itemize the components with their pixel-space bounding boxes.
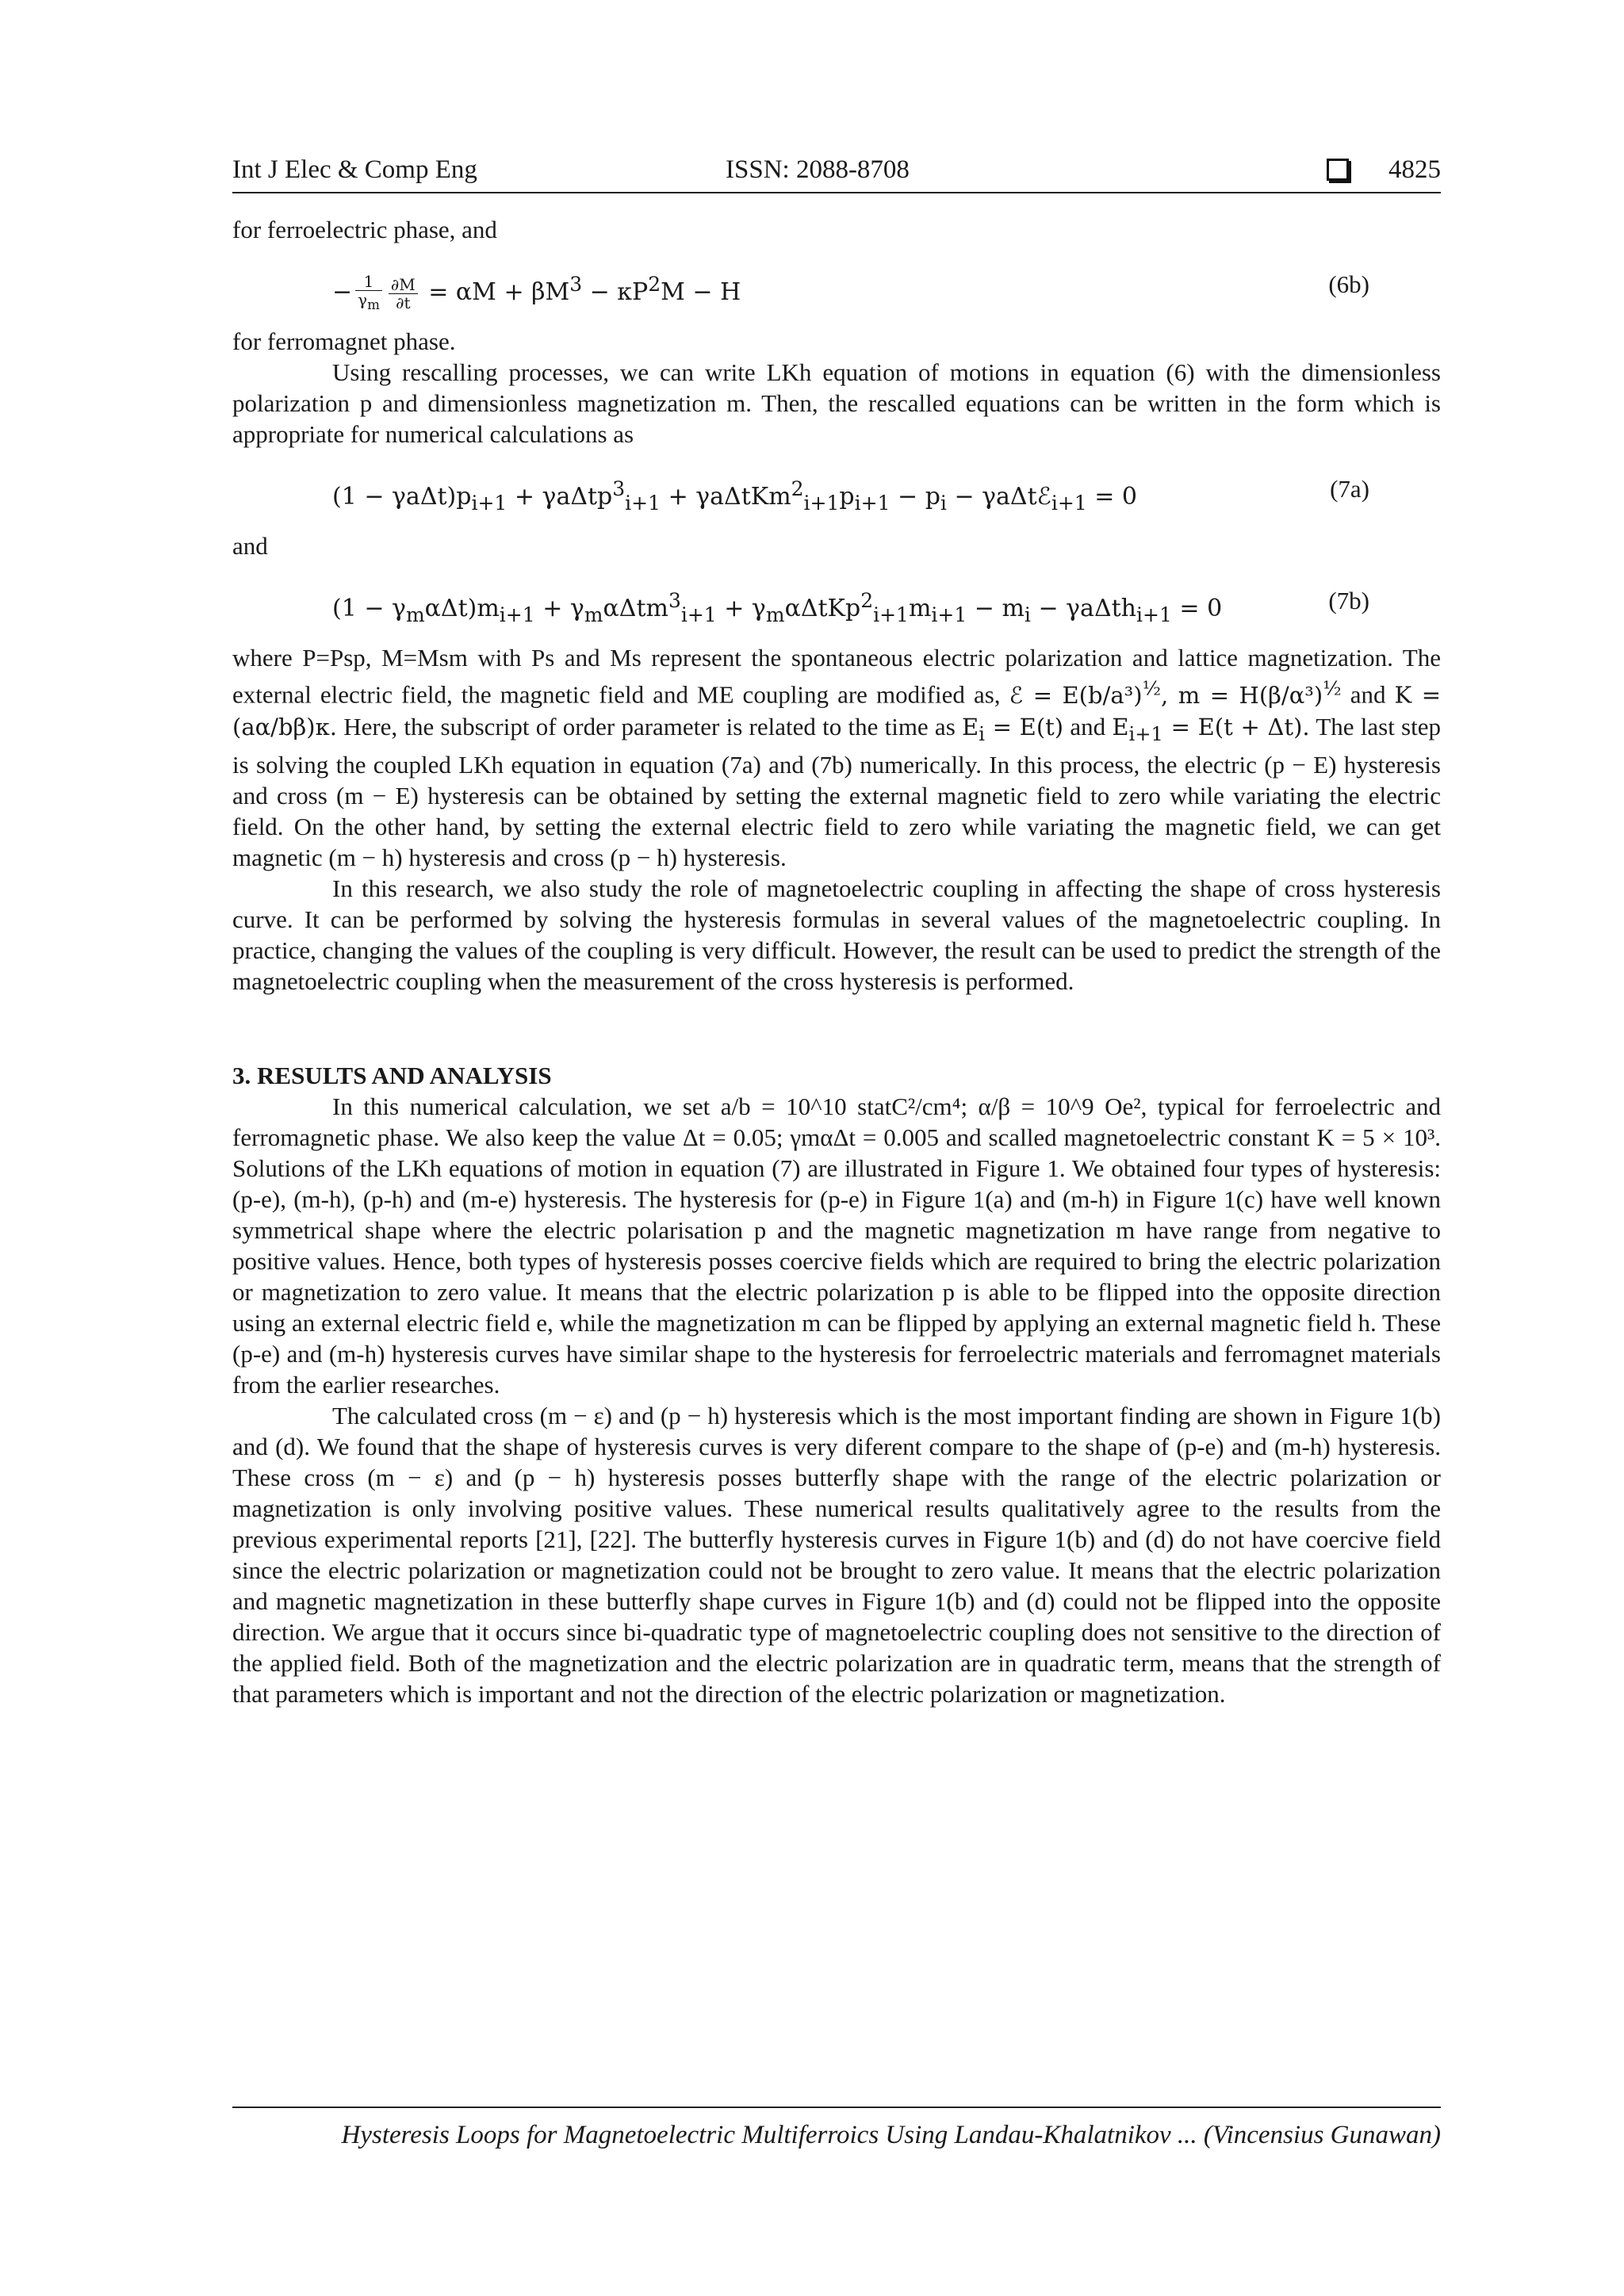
square-icon	[1327, 159, 1349, 181]
paragraph-text: The last step is solving the coupled LKh equation in equation (7a) and (7b) numerically. In this process, the electric (p − E) hysteresis and cross (m − E) hysteresis can be obtained by setting the external magnetic field to zero while variating the electric field. On the other hand, by setting the external electric field to zero while variating the magnetic field, we can get magnetic (m − h) hysteresis and cross (p − h) hysteresis.	[232, 712, 1441, 872]
paragraph: for ferroelectric phase, and	[232, 216, 497, 243]
inline-equation: K = (aα/bβ)κ.	[232, 681, 1442, 740]
paragraph: and	[232, 532, 268, 560]
paragraph: where P=Psp, M=Msm with Ps and Ms represent the spontaneous electric polarization and lattice magnetization. The external electric field, the magnetic field and ME coupling are modified as, ℰ = $E(b/a^3)^{\frac{1}{2}}$, $m = H(\beta/\alpha^3)^{\frac{1}{2}}$ and K = (aα/bβ)κ. Here, the subscript of order parameter is related to the time as $E_i = E(t)$ and $E_{i+1} = E(t + \Delta t)$. The last step is solving the coupled LKh equation in equation (7a) and (7b) numerically. In this process, the electric (p − E) hysteresis and cross (m − E) hysteresis can be obtained by setting the external magnetic field to zero while variating the electric field. On the other hand, by setting the external electric field to zero while variating the magnetic field, we can get magnetic (m − h) hysteresis and cross (p − h) hysteresis.	[232, 644, 1442, 872]
section-heading: 3. RESULTS AND ANALYSIS	[232, 1062, 552, 1090]
paragraph: for ferromagnet phase.	[232, 327, 456, 355]
page-header	[232, 155, 1441, 193]
equation-number: (7a)	[1330, 475, 1369, 503]
equation-number: (6b)	[1328, 270, 1369, 298]
inline-equation: $E_i = E(t)$	[962, 713, 1064, 745]
equation-expression: − $\frac{1}{\gamma_m}$ $\frac{\partial M}{\partial t}$ = $\alpha M + \beta M^3 - \kappa P^2M - H$	[332, 272, 741, 312]
page-footer	[232, 2107, 1441, 2156]
paragraph: The calculated cross (m − ε) and (p − h) hysteresis which is the most important finding are shown in Figure 1(b) and (d). We found that the shape of hysteresis curves is very diferent compare to the shape of (p-e) and (m-h) hysteresis. These cross (m − ε) and (p − h) hysteresis posses butterfly shape with the range of the electric polarization or magnetization is only involving positive values. These numerical results qualitatively agree to the results from the previous experimental reports [21], [22]. The butterfly hysteresis curves in Figure 1(b) and (d) do not have coercive field since the electric polarization or magnetization could not be brought to zero value. It means that the electric polarization and magnetic magnetization in these butterfly shape curves in Figure 1(b) and (d) could not be flipped into the opposite direction. We argue that it occurs since bi-quadratic type of magnetoelectric coupling does not sensitive to the direction of the applied field. Both of the magnetization and the electric polarization are in quadratic term, means that the strength of that parameters which is important and not the direction of the electric polarization or magnetization.	[232, 1402, 1441, 1709]
footer-text: Hysteresis Loops for Magnetoelectric Multiferroics Using Landau-Khalatnikov ... (Vincensius Gunawan)	[341, 2121, 1441, 2149]
paragraph: Using rescalling processes, we can write LKh equation of motions in equation (6) with the dimensionless polarization p and dimensionless magnetization m. Then, the rescalled equations can be written in the form which is appropriate for numerical calculations as	[232, 358, 1441, 448]
equation-6b	[232, 262, 1441, 312]
equation-expression: $(1 - \gamma a\Delta t)p_{i+1} + \gamma a\Delta tp^3_{i+1} + \gamma a\Delta tKm^2_{i+1}p_{i+1} - p_i$ − γaΔtℰ$_{i+1}$ = 0	[332, 477, 1137, 515]
equation-number: (7b)	[1328, 587, 1369, 614]
paragraph-text: Here, the subscript of order parameter is related to the time as	[343, 712, 956, 740]
paragraph: In this numerical calculation, we set a/b = 10^10 statC²/cm⁴; α/β = 10^9 Oe², typical for ferroelectric and ferromagnetic phase. We also keep the value Δt = 0.05; γmαΔt = 0.005 and scalled magnetoelectric constant K = 5 × 10³. Solutions of the LKh equations of motion in equation (7) are illustrated in Figure 1. We obtained four types of hysteresis: (p-e), (m-h), (p-h) and (m-e) hysteresis. The hysteresis for (p-e) in Figure 1(a) and (m-h) in Figure 1(c) have well known symmetrical shape where the electric polarisation p and the magnetic magnetization m have range from negative to positive values. Hence, both types of hysteresis posses coercive fields which are required to bring the electric polarization or magnetization to zero value. It means that the electric polarization p is able to be flipped into the opposite direction using an external electric field e, while the magnetization m can be flipped by applying an external magnetic field h. These (p-e) and (m-h) hysteresis curves have similar shape to the hysteresis for ferroelectric materials and ferromagnet materials from the earlier researches.	[232, 1093, 1441, 1399]
page-number: 4825	[1388, 155, 1441, 184]
inline-equation: ℰ = $E(b/a^3)^{\frac{1}{2}}$, $m = H(\beta/\alpha^3)^{\frac{1}{2}}$	[1009, 677, 1342, 709]
equation-7b	[232, 579, 1441, 625]
inline-equation: $E_{i+1} = E(t + \Delta t)$.	[1112, 713, 1310, 745]
equation-expression: $(1 - \gamma_m\alpha\Delta t)m_{i+1} + \gamma_m\alpha\Delta tm^3_{i+1} + \gamma_m\alpha\Delta tKp^2_{i+1}m_{i+1} - m_i - \gamma a\Delta th_{i+1} = 0$	[332, 589, 1223, 626]
equation-7a	[232, 467, 1441, 513]
paragraph: In this research, we also study the role of magnetoelectric coupling in affecting the shape of cross hysteresis curve. It can be performed by solving the hysteresis formulas in several values of the magnetoelectric coupling. In practice, changing the values of the coupling is very difficult. However, the result can be used to predict the strength of the magnetoelectric coupling when the measurement of the cross hysteresis is performed.	[232, 874, 1441, 996]
issn: ISSN: 2088-8708	[726, 155, 910, 184]
body-text	[232, 214, 1441, 1709]
journal-name: Int J Elec & Comp Eng	[232, 155, 477, 184]
paragraph-text: where P=Psp, M=Msm with Ps and Ms represent the spontaneous electric polarization and lattice magnetization. The external electric field, the magnetic field and ME coupling are modified as,	[232, 644, 1441, 709]
